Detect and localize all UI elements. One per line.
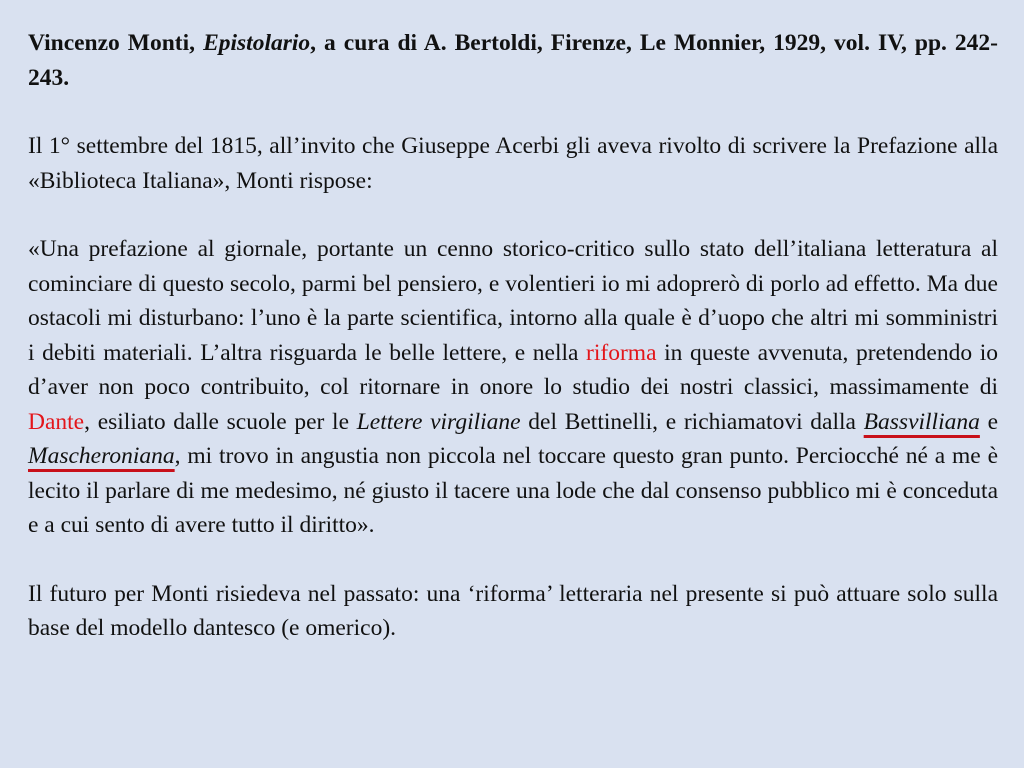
quote-part-1: «Una prefazione al giornale, portante un cenno storico-critico sullo stato dell’italiana letteratura al cominciare di questo secolo, parmi bel pensiero, e volentieri io mi adoprerò di porlo ad effetto. Ma due ostacoli mi disturbano: l’uno è la parte scientifica, intorno alla quale è d’uopo che altri mi somministri i debiti materiali. L’altra risguarda le belle lettere, e nella <box>28 236 998 366</box>
citation-author: Vincenzo Monti, <box>28 30 196 56</box>
citation-work: Epistolario <box>203 30 311 56</box>
quote-part-4: del Bettinelli, e richiamatovi dalla <box>520 408 864 435</box>
monti-quote <box>28 232 998 543</box>
slide-content <box>28 26 998 646</box>
quote-part-5: e <box>979 408 998 435</box>
citation-heading <box>28 26 998 95</box>
intro-paragraph: Il 1° settembre del 1815, all’invito che Giuseppe Acerbi gli aveva rivolto di scrivere la Prefazione alla «Biblioteca Italiana», Monti rispose: <box>28 133 998 194</box>
citation-details: , a cura di A. Bertoldi, Firenze, Le Monnier, 1929, vol. IV, pp. 242-243. <box>28 30 999 91</box>
highlight-dante: Dante <box>28 408 85 435</box>
title-lettere-virgiliane: Lettere virgiliane <box>356 408 521 435</box>
conclusion-paragraph: Il futuro per Monti risiedeva nel passato: una ‘riforma’ letteraria nel presente si può attuare solo sulla base del modello dantesco (e omerico). <box>28 580 998 641</box>
quote-part-3: , esiliato dalle scuole per le <box>84 408 357 435</box>
quote-part-6: , mi trovo in angustia non piccola nel toccare questo gran punto. Perciocché né a me è lecito il parlare di me medesimo, né giusto il tacere una lode che dal consenso pubblico mi è conceduta e a cui sento di avere tutto il diritto». <box>28 443 998 538</box>
highlight-riforma: riforma <box>586 339 657 366</box>
title-mascheroniana: Mascheroniana <box>28 443 175 469</box>
quote-part-2: in queste avvenuta, pretendendo io d’aver non poco contribuito, col ritornare in onore lo studio dei nostri classici, massimamente di <box>28 339 998 400</box>
title-bassvilliana: Bassvilliana <box>863 408 980 435</box>
